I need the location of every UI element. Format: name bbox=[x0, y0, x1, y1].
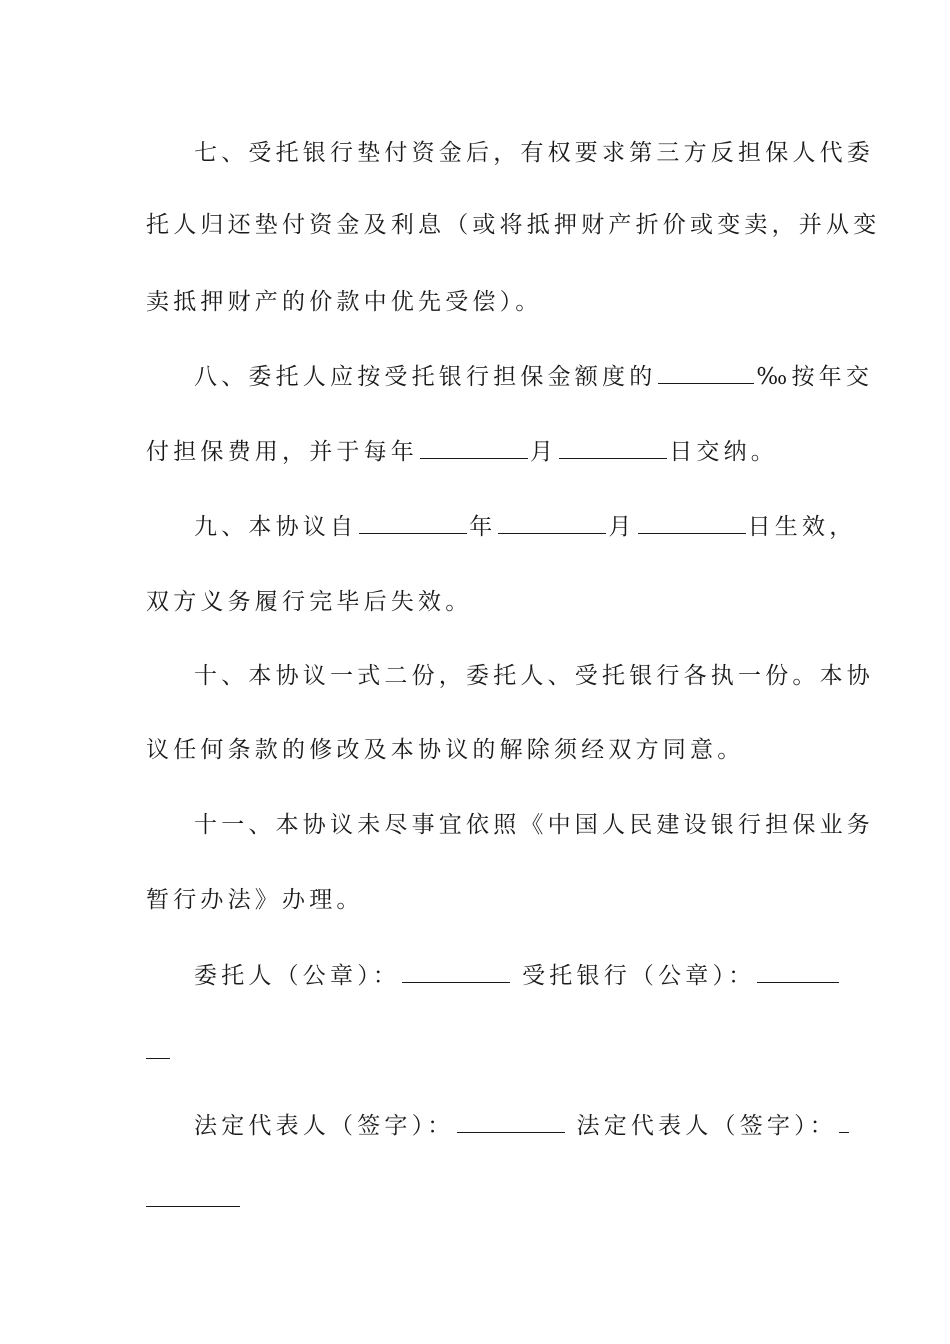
effective-month-blank[interactable] bbox=[498, 511, 606, 534]
clause-9-text-1a: 九、本协议自 bbox=[194, 514, 358, 540]
clause-11-line-2 bbox=[146, 885, 806, 915]
clause-9-text-2: 双方义务履行完毕后失效。 bbox=[146, 589, 473, 615]
clause-7-text-2: 托人归还垫付资金及利息（或将抵押财产折价或变卖，并从变 bbox=[146, 212, 881, 238]
bank-seal-blank-continued[interactable] bbox=[146, 1058, 170, 1059]
principal-seal-label: 委托人（公章）： bbox=[194, 963, 401, 989]
clause-11-text-2: 暂行办法》办理。 bbox=[146, 887, 364, 913]
clause-9-text-1b: 年 bbox=[469, 514, 497, 540]
clause-8-line-2 bbox=[146, 436, 806, 466]
clause-10-text-2: 议任何条款的修改及本协议的解除须经双方同意。 bbox=[146, 737, 745, 763]
fee-rate-blank[interactable] bbox=[658, 361, 754, 384]
representative-line bbox=[194, 1110, 837, 1140]
clause-8-text-1b: ‰按年交 bbox=[756, 364, 874, 390]
clause-10-line-1 bbox=[194, 661, 874, 691]
principal-seal-blank[interactable] bbox=[402, 960, 510, 983]
clause-11-text-1: 十一、本协议未尽事宜依照《中国人民建设银行担保业务 bbox=[194, 812, 874, 838]
clause-9-line-2 bbox=[146, 587, 806, 617]
effective-day-blank[interactable] bbox=[638, 511, 746, 534]
seal-line bbox=[194, 960, 806, 990]
effective-year-blank[interactable] bbox=[359, 511, 467, 534]
clause-8-line-1 bbox=[194, 361, 874, 391]
principal-rep-blank[interactable] bbox=[457, 1110, 565, 1133]
clause-7-line-3 bbox=[146, 287, 806, 317]
clause-9-text-1d: 日生效， bbox=[747, 514, 857, 540]
clause-9-text-1c: 月 bbox=[608, 514, 636, 540]
bank-seal-blank[interactable] bbox=[757, 960, 839, 983]
clause-9-line-1 bbox=[194, 511, 857, 541]
clause-7-text-1: 七、受托银行垫付资金后，有权要求第三方反担保人代委 bbox=[194, 140, 874, 166]
bank-rep-blank[interactable] bbox=[839, 1110, 849, 1133]
clause-7-text-3: 卖抵押财产的价款中优先受偿）。 bbox=[146, 289, 543, 315]
fee-day-blank[interactable] bbox=[559, 436, 667, 459]
clause-10-line-2 bbox=[146, 735, 806, 765]
bank-seal-label: 受托银行（公章）： bbox=[522, 963, 756, 989]
clause-7-line-1 bbox=[194, 138, 874, 168]
clause-8-text-2c: 日交纳。 bbox=[669, 439, 779, 465]
clause-8-text-2b: 月 bbox=[530, 439, 558, 465]
clause-10-text-1: 十、本协议一式二份，委托人、受托银行各执一份。本协 bbox=[194, 663, 874, 689]
clause-7-line-2 bbox=[146, 210, 881, 240]
principal-rep-label: 法定代表人（签字）： bbox=[194, 1113, 455, 1139]
clause-8-text-1a: 八、委托人应按受托银行担保金额度的 bbox=[194, 364, 657, 390]
fee-month-blank[interactable] bbox=[420, 436, 528, 459]
clause-8-text-2a: 付担保费用，并于每年 bbox=[146, 439, 418, 465]
clause-11-line-1 bbox=[194, 810, 874, 840]
bank-rep-blank-continued[interactable] bbox=[146, 1206, 240, 1207]
bank-rep-label: 法定代表人（签字）： bbox=[576, 1113, 837, 1139]
